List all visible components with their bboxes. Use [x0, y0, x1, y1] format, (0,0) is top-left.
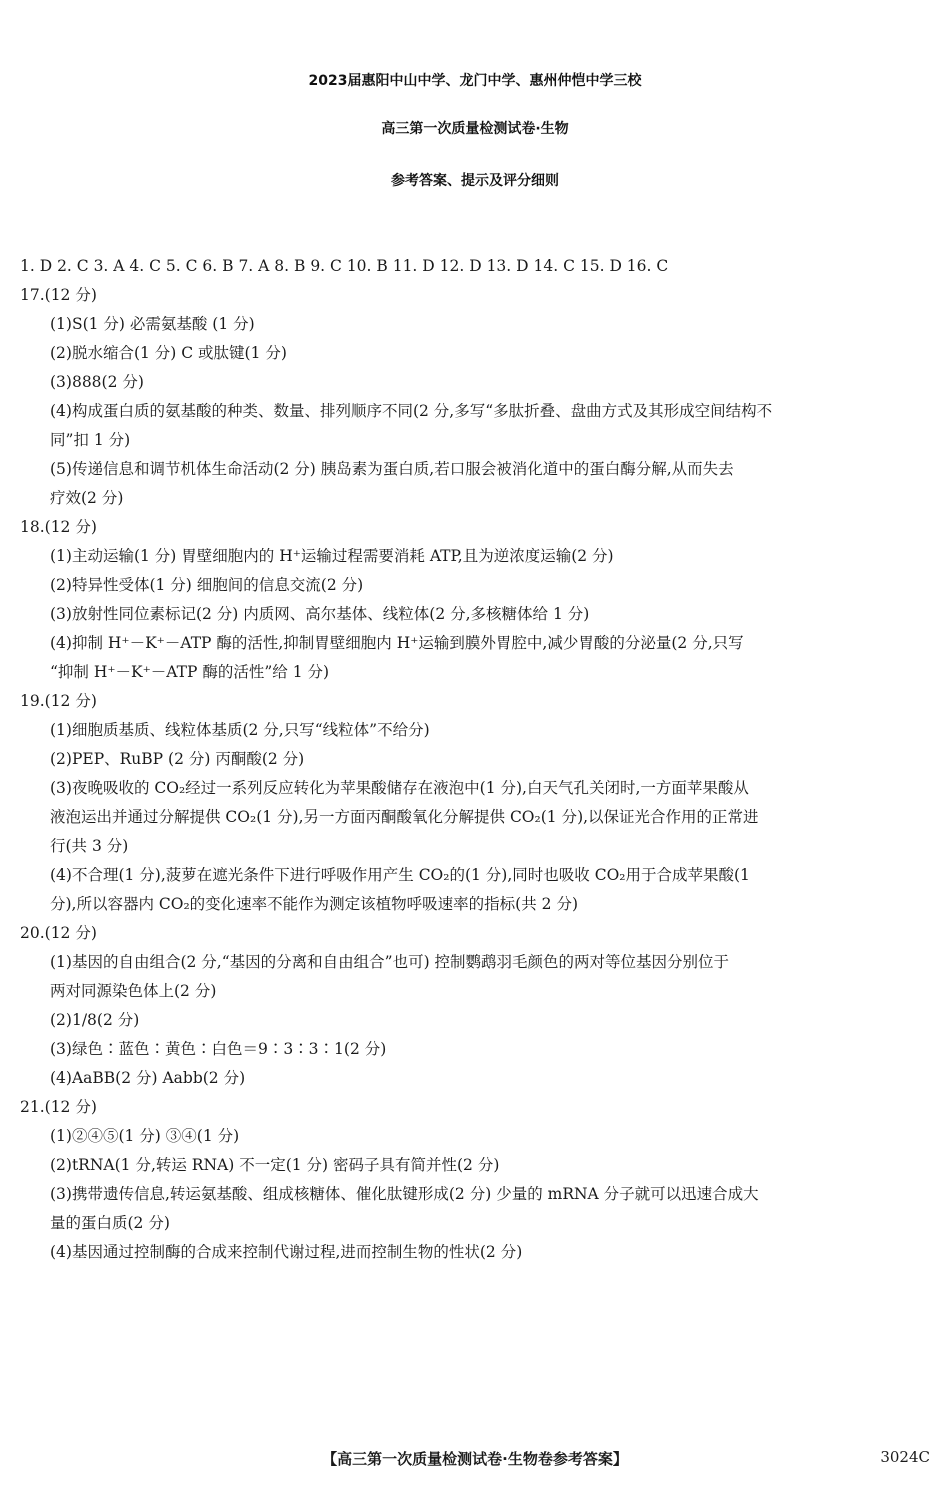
page-footer — [0, 1444, 950, 1474]
q19-heading: 19.(12 分) — [20, 692, 97, 710]
footer-code: 3024C — [880, 1448, 930, 1466]
q19-part1: (1)细胞质基质、线粒体基质(2 分,只写“线粒体”不给分) — [50, 721, 430, 739]
document-subtitle: 参考答案、提示及评分细则 — [391, 173, 559, 189]
q19-part3-line2: 液泡运出并通过分解提供 CO₂(1 分),另一方面丙酮酸氧化分解提供 CO₂(1 分),以保证光合作用的正常进 — [50, 808, 759, 826]
q20-part2: (2)1/8(2 分) — [50, 1011, 140, 1029]
q19-part3-line1: (3)夜晚吸收的 CO₂经过一系列反应转化为苹果酸储存在液泡中(1 分),白天气孔关闭时,一方面苹果酸从 — [50, 779, 749, 797]
q18-part4-line2: “抑制 H⁺－K⁺－ATP 酶的活性”给 1 分) — [50, 663, 330, 681]
q21-part3-line1: (3)携带遗传信息,转运氨基酸、组成核糖体、催化肽键形成(2 分) 少量的 mRNA 分子就可以迅速合成大 — [50, 1185, 759, 1203]
q21-heading: 21.(12 分) — [20, 1098, 97, 1116]
q20-heading: 20.(12 分) — [20, 924, 97, 942]
document-title-line1: 2023届惠阳中山中学、龙门中学、惠州仲恺中学三校 — [308, 73, 642, 89]
q20-part1-line1: (1)基因的自由组合(2 分,“基因的分离和自由组合”也可) 控制鹦鹉羽毛颜色的两对等位基因分别位于 — [50, 953, 730, 971]
q20-part3: (3)绿色∶蓝色∶黄色∶白色＝9∶3∶3∶1(2 分) — [50, 1040, 387, 1058]
answer-body — [20, 252, 932, 1267]
footer-title: 【高三第一次质量检测试卷·生物卷参考答案】 — [322, 1450, 628, 1468]
q17-part5-line2: 疗效(2 分) — [50, 489, 124, 507]
q18-heading: 18.(12 分) — [20, 518, 97, 536]
q18-part4-line1: (4)抑制 H⁺－K⁺－ATP 酶的活性,抑制胃壁细胞内 H⁺运输到膜外胃腔中,减少胃酸的分泌量(2 分,只写 — [50, 634, 744, 652]
q21-part2: (2)tRNA(1 分,转运 RNA) 不一定(1 分) 密码子具有简并性(2 分) — [50, 1156, 500, 1174]
q19-part2: (2)PEP、RuBP (2 分) 丙酮酸(2 分) — [50, 750, 305, 768]
q18-part2: (2)特异性受体(1 分) 细胞间的信息交流(2 分) — [50, 576, 364, 594]
q17-part3: (3)888(2 分) — [50, 373, 144, 391]
q20-part4: (4)AaBB(2 分) Aabb(2 分) — [50, 1069, 246, 1087]
q17-part4-line1: (4)构成蛋白质的氨基酸的种类、数量、排列顺序不同(2 分,多写“多肽折叠、盘曲方式及其形成空间结构不 — [50, 402, 773, 420]
q21-part1: (1)②④⑤(1 分) ③④(1 分) — [50, 1127, 240, 1145]
q19-part4-line2: 分),所以容器内 CO₂的变化速率不能作为测定该植物呼吸速率的指标(共 2 分) — [50, 895, 578, 913]
q18-part3: (3)放射性同位素标记(2 分) 内质网、高尔基体、线粒体(2 分,多核糖体给 1 分) — [50, 605, 590, 623]
q19-part3-line3: 行(共 3 分) — [50, 837, 129, 855]
q18-part1: (1)主动运输(1 分) 胃壁细胞内的 H⁺运输过程需要消耗 ATP,且为逆浓度运输(2 分) — [50, 547, 614, 565]
q20-part1-line2: 两对同源染色体上(2 分) — [50, 982, 217, 1000]
q21-part3-line2: 量的蛋白质(2 分) — [50, 1214, 170, 1232]
q19-part4-line1: (4)不合理(1 分),菠萝在遮光条件下进行呼吸作用产生 CO₂的(1 分),同时也吸收 CO₂用于合成苹果酸(1 — [50, 866, 750, 884]
multiple-choice-answers: 1. D 2. C 3. A 4. C 5. C 6. B 7. A 8. B 9. C 10. B 11. D 12. D 13. D 14. C 15. D 16. C — [20, 257, 669, 275]
document-title-line2: 高三第一次质量检测试卷·生物 — [381, 121, 569, 137]
q17-heading: 17.(12 分) — [20, 286, 97, 304]
q17-part1: (1)S(1 分) 必需氨基酸 (1 分) — [50, 315, 255, 333]
q17-part4-line2: 同”扣 1 分) — [50, 431, 131, 449]
q17-part5-line1: (5)传递信息和调节机体生命活动(2 分) 胰岛素为蛋白质,若口服会被消化道中的蛋白酶分解,从而失去 — [50, 460, 734, 478]
q17-part2: (2)脱水缩合(1 分) C 或肽键(1 分) — [50, 344, 287, 362]
q21-part4: (4)基因通过控制酶的合成来控制代谢过程,进而控制生物的性状(2 分) — [50, 1243, 523, 1261]
